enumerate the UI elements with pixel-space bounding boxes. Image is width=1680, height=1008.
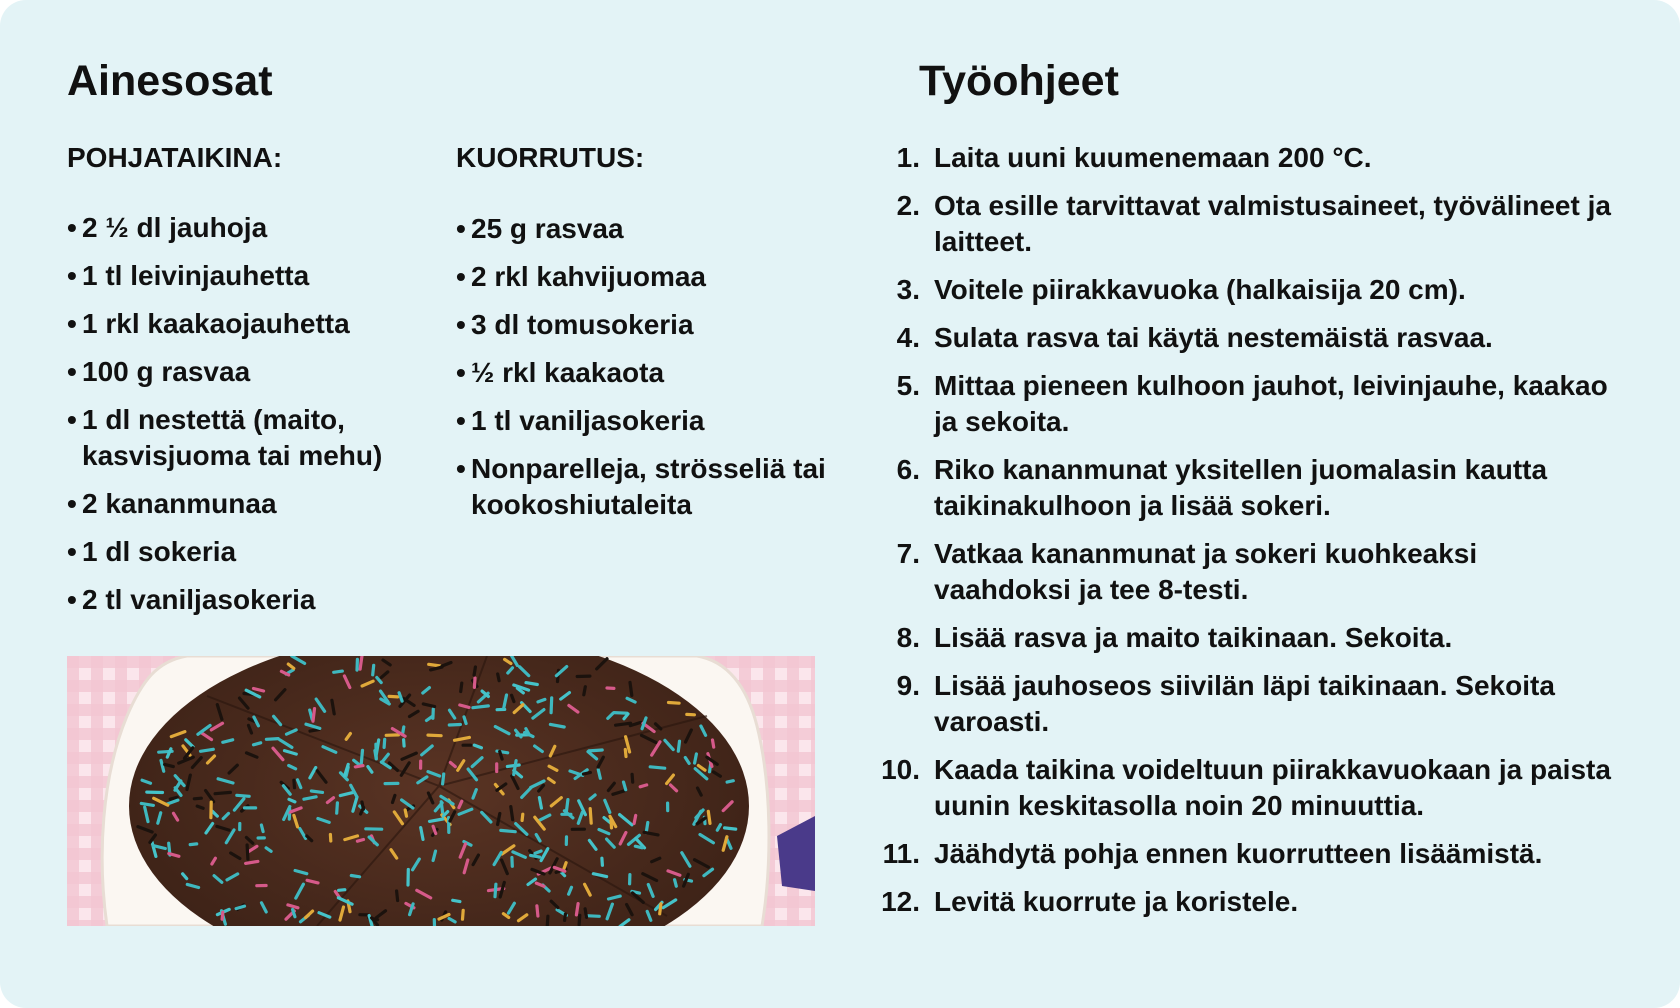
step-text: Ota esille tarvittavat valmistusaineet, työvälineet ja laitteet. [934, 190, 1611, 257]
sprinkle [650, 767, 665, 768]
step-number: 8. [896, 622, 920, 653]
sprinkle [565, 914, 566, 920]
sprinkle [498, 814, 500, 825]
ingredient-text: 2 kananmunaa [82, 488, 277, 519]
sprinkle [355, 766, 363, 767]
ingredient-item [67, 402, 447, 474]
ingredient-item [456, 403, 836, 439]
sprinkle [576, 904, 578, 915]
ingredient-text: 1 tl vaniljasokeria [471, 405, 705, 436]
sprinkle [640, 785, 647, 787]
ingredient-text: 1 rkl kaakaojauhetta [82, 308, 350, 339]
sprinkle [512, 695, 514, 701]
step-item [860, 188, 1620, 260]
sprinkle [247, 845, 248, 859]
sprinkle [547, 916, 548, 926]
cake-photo-drawing [67, 656, 815, 926]
sprinkle [585, 909, 586, 918]
sprinkle [678, 741, 679, 751]
bullet-icon: • [67, 308, 77, 339]
step-item [860, 452, 1620, 524]
sprinkle [579, 915, 580, 925]
sprinkle [624, 782, 626, 790]
step-item [860, 836, 1620, 872]
base-dough-subheading: POHJATAIKINA: [67, 142, 283, 173]
sprinkle [215, 792, 230, 793]
sprinkle [384, 739, 385, 747]
sprinkle [614, 713, 627, 714]
sprinkle [586, 916, 599, 917]
sprinkle [201, 749, 214, 751]
step-text: Lisää rasva ja maito taikinaan. Sekoita. [934, 622, 1453, 653]
cake-photo [67, 656, 815, 926]
step-number: 12. [881, 886, 920, 917]
sprinkle [725, 828, 736, 829]
sprinkle [584, 687, 586, 695]
sprinkle [498, 674, 499, 681]
sprinkle [708, 811, 710, 823]
cake-top [129, 656, 749, 926]
sprinkle [630, 682, 632, 695]
sprinkle [526, 683, 537, 685]
step-item [860, 272, 1620, 308]
ingredient-item [456, 355, 836, 391]
step-text: Voitele piirakkavuoka (halkaisija 20 cm). [934, 274, 1466, 305]
sprinkle [449, 725, 460, 726]
sprinkle [351, 876, 359, 877]
sprinkle [405, 810, 406, 816]
bullet-icon: • [67, 260, 77, 291]
sprinkle [635, 846, 642, 848]
step-text: Mittaa pieneen kulhoon jauhot, leivinjauhe, kaakao ja sekoita. [934, 370, 1608, 437]
bullet-icon: • [67, 404, 77, 435]
ingredient-item [456, 259, 836, 295]
ingredient-text: 2 tl vaniljasokeria [82, 584, 316, 615]
sprinkle [294, 780, 295, 788]
sprinkle [564, 863, 566, 869]
step-number: 2. [896, 190, 920, 221]
sprinkle [535, 851, 541, 853]
step-number: 3. [896, 274, 920, 305]
sprinkle [598, 770, 600, 779]
frosting-ingredient-list [456, 211, 836, 535]
bullet-icon: • [456, 405, 466, 436]
step-number: 9. [896, 670, 920, 701]
sprinkle [222, 912, 223, 919]
sprinkle [165, 764, 174, 766]
sprinkle [461, 683, 462, 691]
bullet-icon: • [456, 213, 466, 244]
sprinkle [551, 698, 552, 713]
ingredient-item [67, 534, 447, 570]
sprinkle [393, 795, 395, 802]
step-item [860, 752, 1620, 824]
step-text: Riko kananmunat yksitellen juomalasin kautta taikinakulhoon ja lisää sokeri. [934, 454, 1548, 521]
bullet-icon: • [67, 356, 77, 387]
sprinkle [362, 802, 363, 809]
sprinkle [463, 910, 464, 919]
sprinkle [197, 806, 203, 808]
ingredient-text: Nonparelleja, strösseliä tai kookoshiutaleita [471, 453, 826, 520]
sprinkle [361, 750, 362, 765]
sprinkle [443, 774, 444, 784]
sprinkle [464, 717, 466, 724]
sprinkle [261, 825, 263, 832]
ingredient-text: 2 rkl kahvijuomaa [471, 261, 707, 292]
sprinkle [403, 727, 404, 733]
sprinkle [397, 891, 398, 901]
sprinkle [337, 803, 338, 813]
sprinkle [421, 828, 423, 840]
bullet-icon: • [456, 357, 466, 388]
bullet-icon: • [67, 488, 77, 519]
sprinkle [141, 803, 153, 805]
base-ingredient-list [67, 210, 447, 630]
sprinkle [507, 765, 519, 767]
sprinkle [695, 754, 697, 763]
sprinkle [190, 844, 197, 845]
sprinkle [170, 797, 177, 799]
sprinkle [404, 740, 405, 746]
ingredient-item [67, 354, 447, 390]
bullet-icon: • [67, 536, 77, 567]
sprinkle [357, 840, 363, 842]
ingredient-item [67, 258, 447, 294]
sprinkle [531, 855, 540, 857]
step-text: Levitä kuorrute ja koristele. [934, 886, 1299, 917]
step-item [860, 668, 1620, 740]
sprinkle [311, 791, 322, 792]
instruction-steps [860, 140, 1620, 932]
sprinkle [334, 671, 343, 672]
ingredient-item [67, 210, 447, 246]
sprinkle [611, 820, 612, 828]
ingredient-item [67, 486, 447, 522]
step-text: Vatkaa kananmunat ja sokeri kuohkeaksi vaahdoksi ja tee 8-testi. [934, 538, 1478, 605]
step-text: Lisää jauhoseos siivilän läpi taikinaan. Sekoita varoasti. [934, 670, 1555, 737]
bullet-icon: • [67, 212, 77, 243]
sprinkle [429, 664, 441, 666]
step-number: 5. [896, 370, 920, 401]
ingredients-heading: Ainesosat [67, 57, 273, 105]
frosting-subheading: KUORRUTUS: [456, 142, 645, 173]
ingredient-item [456, 451, 836, 523]
step-item [860, 884, 1620, 920]
step-item [860, 620, 1620, 656]
sprinkle [332, 700, 334, 714]
step-item [860, 140, 1620, 176]
sprinkle [254, 743, 261, 745]
bullet-icon: • [456, 309, 466, 340]
sprinkle [474, 667, 475, 675]
sprinkle [246, 861, 258, 863]
step-text: Sulata rasva tai käytä nestemäistä rasvaa. [934, 322, 1493, 353]
sprinkle [266, 739, 278, 740]
ingredient-text: 1 dl sokeria [82, 536, 237, 567]
step-number: 11. [882, 838, 920, 869]
sprinkle [713, 740, 714, 747]
step-number: 4. [896, 322, 920, 353]
sprinkle [237, 795, 249, 796]
sprinkle [310, 730, 319, 732]
sprinkle [632, 774, 633, 782]
ingredient-text: ½ rkl kaakaota [471, 357, 665, 388]
sprinkle [313, 709, 315, 722]
sprinkle [675, 880, 677, 887]
step-text: Kaada taikina voideltuun piirakkavuokaan ja paista uunin keskitasolla noin 20 minuuttia. [934, 754, 1611, 821]
ingredient-text: 1 dl nestettä (maito, kasvisjuoma tai mehu) [82, 404, 383, 471]
sprinkle [522, 814, 523, 820]
bullet-icon: • [67, 584, 77, 615]
instructions-heading: Työohjeet [919, 57, 1119, 105]
ingredient-item [456, 307, 836, 343]
sprinkle [539, 798, 541, 809]
sprinkle [616, 723, 631, 725]
sprinkle [373, 665, 374, 675]
sprinkle [511, 807, 513, 820]
sprinkle [634, 815, 636, 823]
ingredient-item [67, 582, 447, 618]
sprinkle [495, 884, 496, 897]
sprinkle [566, 800, 568, 814]
sprinkle [589, 750, 602, 751]
sprinkle [339, 890, 345, 891]
ingredient-item [67, 306, 447, 342]
sprinkle [428, 735, 441, 736]
sprinkle [625, 750, 626, 757]
bullet-icon: • [456, 453, 466, 484]
ingredient-item [456, 211, 836, 247]
step-number: 6. [896, 454, 920, 485]
sprinkle [727, 781, 733, 782]
step-text: Laita uuni kuumenemaan 200 °C. [934, 142, 1372, 173]
ingredient-text: 1 tl leivinjauhetta [82, 260, 310, 291]
sprinkle [584, 773, 591, 775]
step-number: 1. [896, 142, 920, 173]
sprinkle [473, 706, 488, 708]
step-number: 7. [896, 538, 920, 569]
sprinkle [453, 900, 460, 901]
step-item [860, 320, 1620, 356]
sprinkle [501, 830, 515, 831]
sprinkle [660, 904, 661, 914]
ingredient-text: 100 g rasvaa [82, 356, 251, 387]
sprinkle [590, 809, 591, 824]
sprinkle [537, 906, 538, 916]
step-item [860, 536, 1620, 608]
sprinkle [360, 656, 362, 669]
ingredient-text: 2 ½ dl jauhoja [82, 212, 268, 243]
sprinkle [293, 910, 295, 917]
bullet-icon: • [456, 261, 466, 292]
ingredient-text: 3 dl tomusokeria [471, 309, 694, 340]
sprinkle [389, 696, 398, 697]
step-number: 10. [881, 754, 920, 785]
ingredient-text: 25 g rasvaa [471, 213, 624, 244]
sprinkle [194, 798, 201, 799]
sprinkle [474, 678, 475, 687]
step-item [860, 368, 1620, 440]
step-text: Jäähdytä pohja ennen kuorrutteen lisäämistä. [934, 838, 1543, 869]
sprinkle [602, 858, 603, 865]
sprinkle [669, 703, 680, 704]
